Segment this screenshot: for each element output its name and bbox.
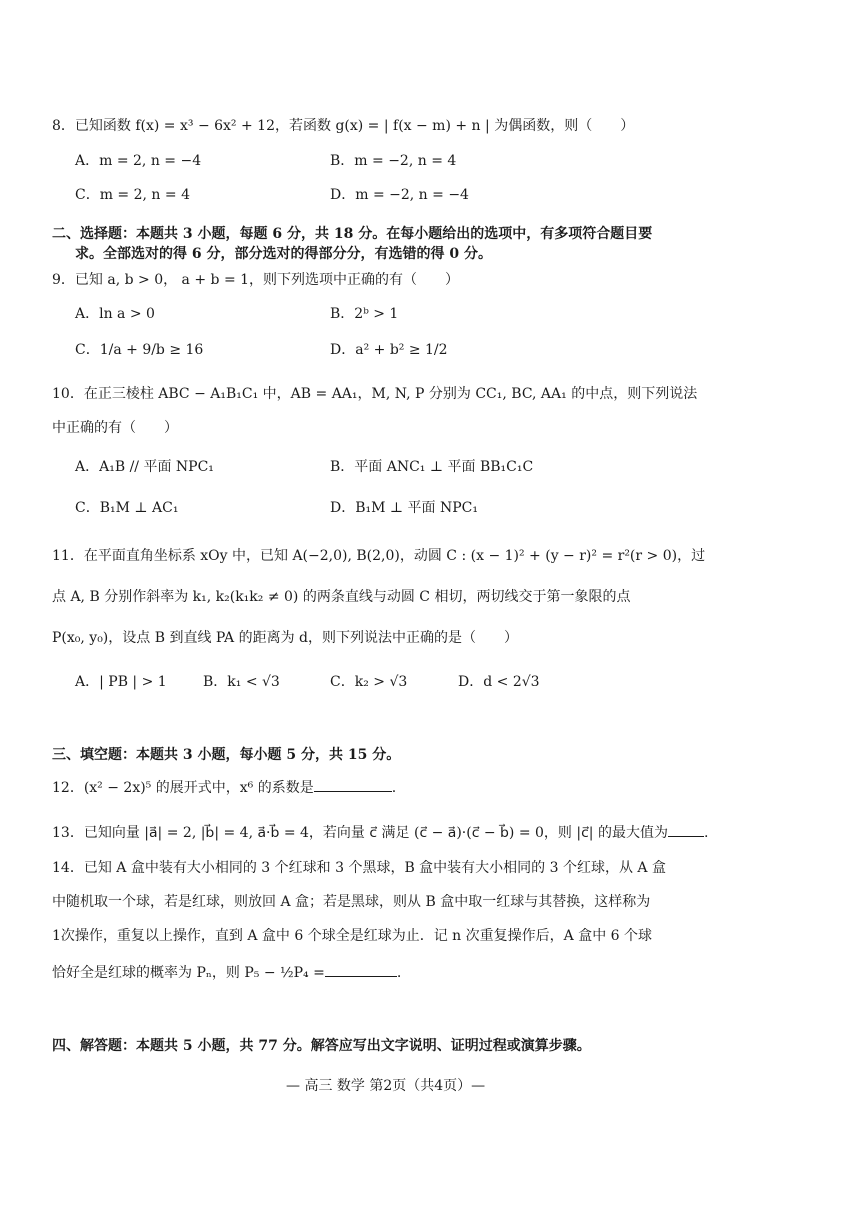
q11-stem-line1: 11．在平面直角坐标系 xOy 中，已知 A(−2,0), B(2,0)，动圆 C : (x − 1)² + (y − r)² = r²(r > 0)，过 <box>52 548 706 564</box>
q9-option-a: A．ln a > 0 <box>75 306 155 322</box>
q12-answer-blank <box>314 777 392 792</box>
q12 <box>52 777 396 798</box>
q9-option-d: D．a² + b² ≥ 1/2 <box>330 342 448 358</box>
q10-option-d: D．B₁M ⊥ 平面 NPC₁ <box>330 500 478 516</box>
q11-option-a: A．| PB | > 1 <box>75 674 167 690</box>
q10-option-b: B．平面 ANC₁ ⊥ 平面 BB₁C₁C <box>330 459 534 475</box>
section2-line2: 求。全部选对的得 6 分，部分选对的得部分分，有选错的得 0 分。 <box>75 246 492 262</box>
q10-stem-line1: 10．在正三棱柱 ABC − A₁B₁C₁ 中，AB = AA₁，M, N, P 分别为 CC₁, BC, AA₁ 的中点，则下列说法 <box>52 386 698 402</box>
q11-stem-line2: 点 A, B 分别作斜率为 k₁, k₂(k₁k₂ ≠ 0) 的两条直线与动圆 C 相切，两切线交于第一象限的点 <box>52 589 631 605</box>
q14-answer-blank <box>325 962 397 977</box>
q11-stem-line3: P(x₀, y₀)，设点 B 到直线 PA 的距离为 d，则下列说法中正确的是（ ） <box>52 630 519 646</box>
q8-stem: 8．已知函数 f(x) = x³ − 6x² + 12，若函数 g(x) = | f(x − m) + n | 为偶函数，则（ ） <box>52 118 635 134</box>
q11-option-c: C．k₂ > √3 <box>330 674 408 690</box>
q9-option-b: B．2ᵇ > 1 <box>330 306 399 322</box>
q8-option-b: B．m = −2, n = 4 <box>330 153 457 169</box>
q10-stem-line2: 中正确的有（ ） <box>52 420 178 436</box>
q14-text: 恰好全是红球的概率为 Pₙ，则 P₅ − ½P₄ = <box>52 965 325 981</box>
page-footer: — 高三 数学 第2页（共4页）— <box>286 1078 486 1094</box>
q8-option-d: D．m = −2, n = −4 <box>330 187 469 203</box>
q9-stem: 9．已知 a, b > 0， a + b = 1，则下列选项中正确的有（ ） <box>52 272 460 288</box>
q14-line1: 14．已知 A 盒中装有大小相同的 3 个红球和 3 个黑球，B 盒中装有大小相同的 3 个红球，从 A 盒 <box>52 860 666 876</box>
q10-option-c: C．B₁M ⊥ AC₁ <box>75 500 179 516</box>
q13-period: . <box>703 825 709 841</box>
q9-option-c: C．1/a + 9/b ≥ 16 <box>75 342 204 358</box>
q8-option-c: C．m = 2, n = 4 <box>75 187 190 203</box>
q13-answer-blank <box>668 822 704 837</box>
q8-option-a: A．m = 2, n = −4 <box>75 153 202 169</box>
q14-line2: 中随机取一个球，若是红球，则放回 A 盒；若是黑球，则从 B 盒中取一红球与其替换，这样称为 <box>52 894 651 910</box>
q10-option-a: A．A₁B // 平面 NPC₁ <box>75 459 214 475</box>
q12-text: 12．(x² − 2x)⁵ 的展开式中，x⁶ 的系数是 <box>52 780 314 796</box>
q14-line3: 1次操作，重复以上操作，直到 A 盒中 6 个球全是红球为止．记 n 次重复操作后，A 盒中 6 个球 <box>52 928 653 944</box>
q13 <box>52 822 708 843</box>
section4-title: 四、解答题：本题共 5 小题，共 77 分。解答应写出文字说明、证明过程或演算步骤。 <box>52 1038 591 1054</box>
q14-period: . <box>396 965 402 981</box>
section2-line1: 二、选择题：本题共 3 小题，每题 6 分，共 18 分。在每小题给出的选项中，有多项符合题目要 <box>52 226 653 242</box>
q11-option-b: B．k₁ < √3 <box>203 674 280 690</box>
q14-line4 <box>52 962 401 983</box>
q12-period: . <box>391 780 397 796</box>
q11-option-d: D．d < 2√3 <box>458 674 540 690</box>
q13-text: 13．已知向量 |a⃗| = 2, |b⃗| = 4, a⃗·b⃗ = 4，若向量 c⃗ 满足 (c⃗ − a⃗)·(c⃗ − b⃗) = 0，则 |c⃗| 的最大值为 <box>52 825 668 841</box>
section3-title: 三、填空题：本题共 3 小题，每小题 5 分，共 15 分。 <box>52 747 401 763</box>
